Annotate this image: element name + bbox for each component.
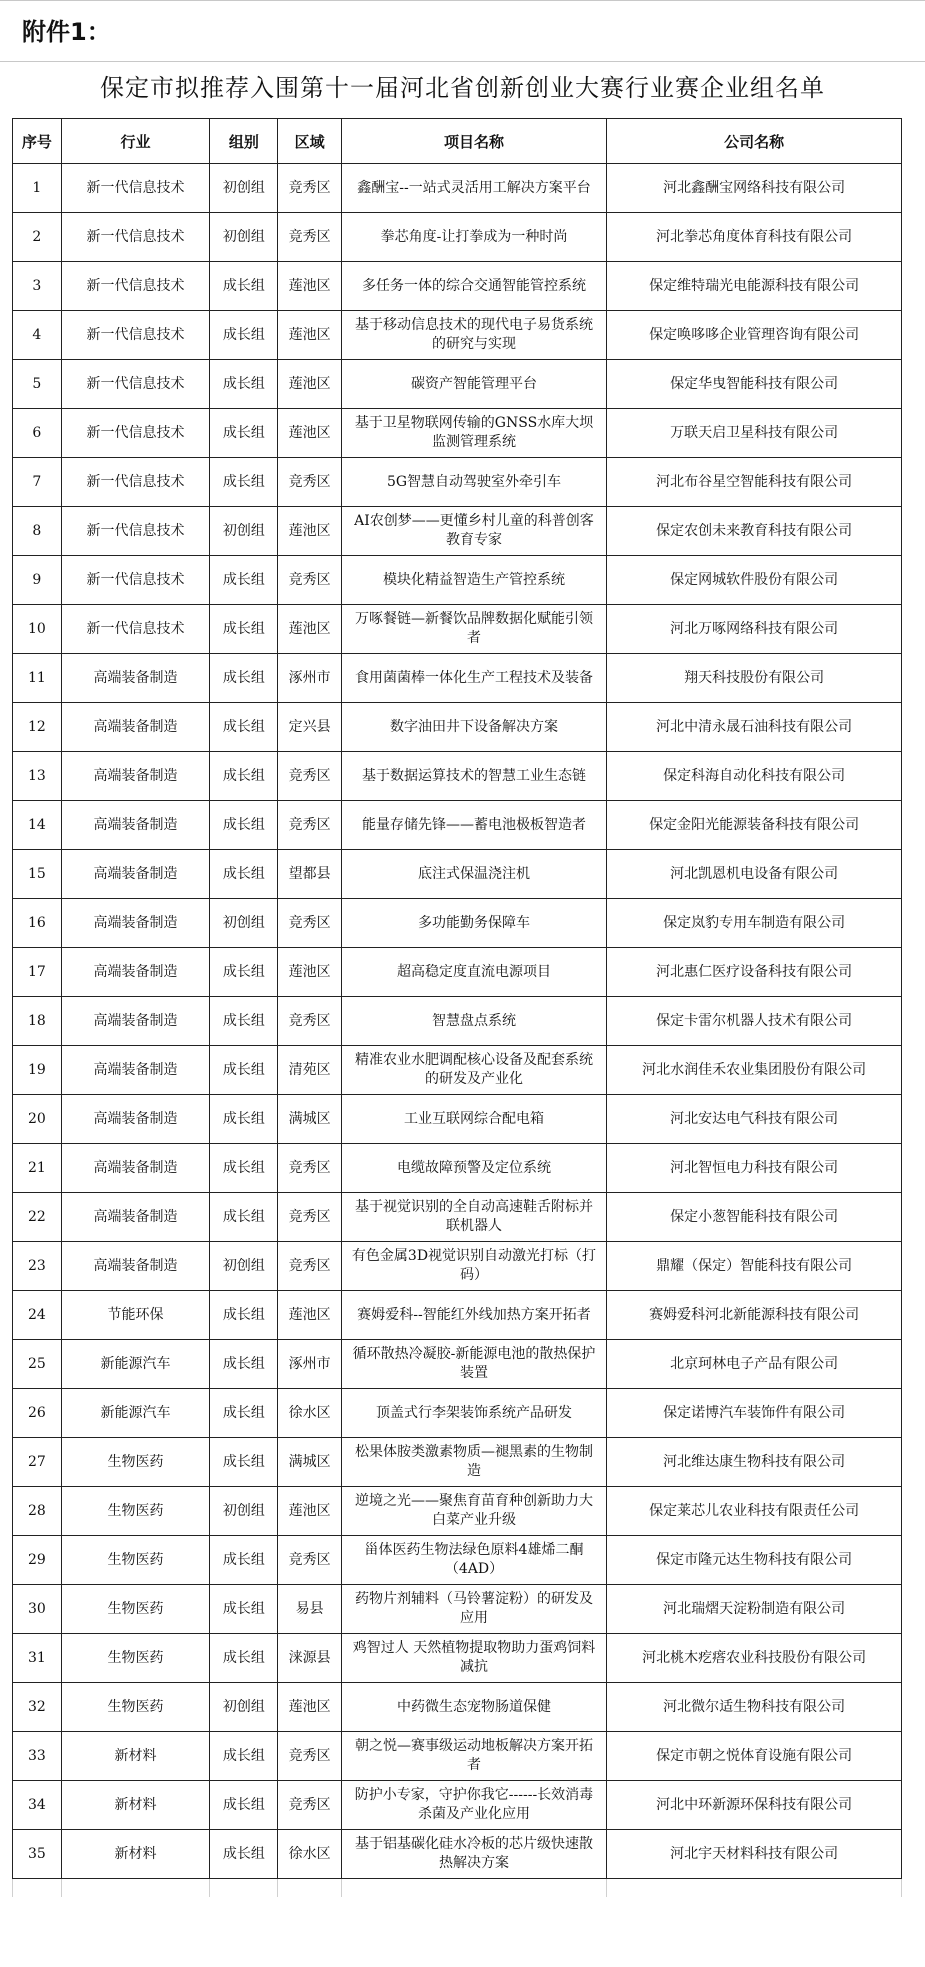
cell-company: 保定网城软件股份有限公司	[607, 556, 902, 605]
cell-group: 成长组	[210, 1830, 278, 1879]
cell-group: 初创组	[210, 164, 278, 213]
table-row	[13, 1634, 902, 1683]
cell-group: 成长组	[210, 1781, 278, 1830]
cell-project: 中药微生态宠物肠道保健	[341, 1683, 606, 1732]
header-region: 区域	[278, 119, 341, 164]
cell-no: 12	[13, 703, 62, 752]
cell-region: 莲池区	[278, 1487, 341, 1536]
cell-project: 顶盖式行李架装饰系统产品研发	[341, 1389, 606, 1438]
table-row	[13, 605, 902, 654]
cell-region: 满城区	[278, 1438, 341, 1487]
cell-company: 河北惠仁医疗设备科技有限公司	[607, 948, 902, 997]
cell-project: 基于铝基碳化硅水冷板的芯片级快速散热解决方案	[341, 1830, 606, 1879]
table-row	[13, 164, 902, 213]
cell-industry: 新能源汽车	[61, 1389, 210, 1438]
cell-group: 初创组	[210, 1242, 278, 1291]
cell-region: 莲池区	[278, 262, 341, 311]
cell-no: 3	[13, 262, 62, 311]
cell-company: 保定维特瑞光电能源科技有限公司	[607, 262, 902, 311]
cell-company: 赛姆爱科河北新能源科技有限公司	[607, 1291, 902, 1340]
cell-no: 5	[13, 360, 62, 409]
table-footer-row	[13, 1879, 902, 1898]
cell-group: 初创组	[210, 1487, 278, 1536]
cell-region: 涞源县	[278, 1634, 341, 1683]
cell-project: AI农创梦——更懂乡村儿童的科普创客教育专家	[341, 507, 606, 556]
footer-cell	[607, 1879, 902, 1898]
cell-region: 徐水区	[278, 1389, 341, 1438]
table-row	[13, 850, 902, 899]
cell-company: 河北凯恩机电设备有限公司	[607, 850, 902, 899]
cell-group: 成长组	[210, 703, 278, 752]
document-title: 保定市拟推荐入围第十一届河北省创新创业大赛行业赛企业组名单	[100, 74, 825, 102]
cell-company: 保定市朝之悦体育设施有限公司	[607, 1732, 902, 1781]
cell-industry: 高端装备制造	[61, 703, 210, 752]
cell-group: 初创组	[210, 899, 278, 948]
table-row	[13, 703, 902, 752]
cell-industry: 节能环保	[61, 1291, 210, 1340]
cell-industry: 高端装备制造	[61, 654, 210, 703]
cell-no: 17	[13, 948, 62, 997]
cell-region: 易县	[278, 1585, 341, 1634]
company-list-table	[12, 118, 902, 1897]
header-company: 公司名称	[607, 119, 902, 164]
cell-industry: 高端装备制造	[61, 1095, 210, 1144]
footer-cell	[210, 1879, 278, 1898]
cell-industry: 生物医药	[61, 1585, 210, 1634]
table-body	[13, 164, 902, 1898]
cell-group: 成长组	[210, 262, 278, 311]
cell-project: 防护小专家，守护你我它------长效消毒杀菌及产业化应用	[341, 1781, 606, 1830]
table-row	[13, 409, 902, 458]
cell-industry: 新材料	[61, 1781, 210, 1830]
cell-industry: 新一代信息技术	[61, 409, 210, 458]
cell-no: 1	[13, 164, 62, 213]
cell-industry: 高端装备制造	[61, 850, 210, 899]
table-row	[13, 1585, 902, 1634]
cell-project: 基于移动信息技术的现代电子易货系统的研究与实现	[341, 311, 606, 360]
cell-project: 基于视觉识别的全自动高速鞋舌附标并联机器人	[341, 1193, 606, 1242]
cell-group: 成长组	[210, 458, 278, 507]
cell-no: 35	[13, 1830, 62, 1879]
cell-project: 拳芯角度-让打拳成为一种时尚	[341, 213, 606, 262]
cell-no: 10	[13, 605, 62, 654]
cell-group: 成长组	[210, 1193, 278, 1242]
cell-no: 19	[13, 1046, 62, 1095]
cell-region: 清苑区	[278, 1046, 341, 1095]
cell-project: 基于数据运算技术的智慧工业生态链	[341, 752, 606, 801]
table-row	[13, 752, 902, 801]
cell-no: 32	[13, 1683, 62, 1732]
cell-no: 4	[13, 311, 62, 360]
cell-region: 莲池区	[278, 1291, 341, 1340]
cell-company: 河北维达康生物科技有限公司	[607, 1438, 902, 1487]
cell-project: 能量存储先锋——蓄电池极板智造者	[341, 801, 606, 850]
cell-industry: 新一代信息技术	[61, 164, 210, 213]
cell-region: 竞秀区	[278, 1781, 341, 1830]
cell-industry: 生物医药	[61, 1683, 210, 1732]
table-row	[13, 556, 902, 605]
cell-project: 模块化精益智造生产管控系统	[341, 556, 606, 605]
cell-region: 望都县	[278, 850, 341, 899]
cell-company: 河北智恒电力科技有限公司	[607, 1144, 902, 1193]
cell-region: 莲池区	[278, 507, 341, 556]
cell-group: 成长组	[210, 1046, 278, 1095]
cell-region: 竞秀区	[278, 752, 341, 801]
attachment-label: 附件1：	[0, 0, 925, 62]
cell-group: 成长组	[210, 311, 278, 360]
cell-no: 25	[13, 1340, 62, 1389]
cell-project: 碳资产智能管理平台	[341, 360, 606, 409]
cell-project: 万啄餐链—新餐饮品牌数据化赋能引领者	[341, 605, 606, 654]
cell-project: 数字油田井下设备解决方案	[341, 703, 606, 752]
table-row	[13, 654, 902, 703]
cell-project: 底注式保温浇注机	[341, 850, 606, 899]
cell-company: 保定市隆元达生物科技有限公司	[607, 1536, 902, 1585]
cell-project: 多功能勤务保障车	[341, 899, 606, 948]
header-group: 组别	[210, 119, 278, 164]
cell-region: 莲池区	[278, 360, 341, 409]
table-row	[13, 1046, 902, 1095]
table-row	[13, 1732, 902, 1781]
cell-company: 河北微尔适生物科技有限公司	[607, 1683, 902, 1732]
cell-industry: 新一代信息技术	[61, 458, 210, 507]
cell-company: 保定科海自动化科技有限公司	[607, 752, 902, 801]
cell-region: 竞秀区	[278, 213, 341, 262]
cell-industry: 新一代信息技术	[61, 311, 210, 360]
table-row	[13, 213, 902, 262]
footer-cell	[341, 1879, 606, 1898]
cell-no: 34	[13, 1781, 62, 1830]
cell-group: 成长组	[210, 1732, 278, 1781]
table-row	[13, 997, 902, 1046]
cell-no: 15	[13, 850, 62, 899]
cell-region: 竞秀区	[278, 1144, 341, 1193]
cell-project: 松果体胺类激素物质—褪黑素的生物制造	[341, 1438, 606, 1487]
footer-cell	[61, 1879, 210, 1898]
cell-project: 电缆故障预警及定位系统	[341, 1144, 606, 1193]
cell-no: 26	[13, 1389, 62, 1438]
cell-company: 保定小葱智能科技有限公司	[607, 1193, 902, 1242]
cell-industry: 高端装备制造	[61, 948, 210, 997]
table-row	[13, 458, 902, 507]
cell-no: 11	[13, 654, 62, 703]
header-industry: 行业	[61, 119, 210, 164]
cell-project: 5G智慧自动驾驶室外牵引车	[341, 458, 606, 507]
table-row	[13, 311, 902, 360]
cell-region: 竞秀区	[278, 1242, 341, 1291]
cell-company: 翔天科技股份有限公司	[607, 654, 902, 703]
table-row	[13, 1487, 902, 1536]
table-row	[13, 507, 902, 556]
cell-no: 27	[13, 1438, 62, 1487]
header-no: 序号	[13, 119, 62, 164]
cell-region: 涿州市	[278, 1340, 341, 1389]
cell-region: 徐水区	[278, 1830, 341, 1879]
cell-group: 初创组	[210, 507, 278, 556]
table-row	[13, 1095, 902, 1144]
cell-region: 竞秀区	[278, 1536, 341, 1585]
cell-group: 成长组	[210, 1536, 278, 1585]
cell-region: 莲池区	[278, 605, 341, 654]
cell-group: 成长组	[210, 948, 278, 997]
cell-group: 成长组	[210, 850, 278, 899]
table-row	[13, 262, 902, 311]
table-row	[13, 1340, 902, 1389]
cell-group: 成长组	[210, 1144, 278, 1193]
cell-group: 成长组	[210, 1291, 278, 1340]
cell-no: 28	[13, 1487, 62, 1536]
cell-industry: 高端装备制造	[61, 752, 210, 801]
cell-project: 有色金属3D视觉识别自动激光打标（打码）	[341, 1242, 606, 1291]
cell-company: 保定莱芯儿农业科技有限责任公司	[607, 1487, 902, 1536]
cell-industry: 生物医药	[61, 1438, 210, 1487]
cell-industry: 新一代信息技术	[61, 605, 210, 654]
cell-project: 朝之悦—赛事级运动地板解决方案开拓者	[341, 1732, 606, 1781]
cell-no: 13	[13, 752, 62, 801]
cell-industry: 新一代信息技术	[61, 213, 210, 262]
cell-company: 河北拳芯角度体育科技有限公司	[607, 213, 902, 262]
cell-group: 成长组	[210, 1095, 278, 1144]
cell-no: 30	[13, 1585, 62, 1634]
cell-company: 河北中清永晟石油科技有限公司	[607, 703, 902, 752]
cell-company: 保定卡雷尔机器人技术有限公司	[607, 997, 902, 1046]
cell-no: 29	[13, 1536, 62, 1585]
cell-company: 河北桃木疙瘩农业科技股份有限公司	[607, 1634, 902, 1683]
cell-group: 成长组	[210, 409, 278, 458]
cell-no: 18	[13, 997, 62, 1046]
cell-group: 成长组	[210, 1634, 278, 1683]
header-project: 项目名称	[341, 119, 606, 164]
cell-industry: 高端装备制造	[61, 1193, 210, 1242]
cell-group: 成长组	[210, 801, 278, 850]
cell-company: 保定金阳光能源装备科技有限公司	[607, 801, 902, 850]
cell-group: 成长组	[210, 654, 278, 703]
table-row	[13, 1389, 902, 1438]
cell-region: 竞秀区	[278, 458, 341, 507]
cell-project: 甾体医药生物法绿色原料4雄烯二酮（4AD）	[341, 1536, 606, 1585]
cell-group: 成长组	[210, 752, 278, 801]
cell-no: 23	[13, 1242, 62, 1291]
cell-company: 河北布谷星空智能科技有限公司	[607, 458, 902, 507]
cell-company: 保定诺博汽车装饰件有限公司	[607, 1389, 902, 1438]
cell-industry: 新一代信息技术	[61, 360, 210, 409]
table-row	[13, 801, 902, 850]
cell-region: 莲池区	[278, 948, 341, 997]
footer-cell	[278, 1879, 341, 1898]
cell-company: 万联天启卫星科技有限公司	[607, 409, 902, 458]
cell-no: 22	[13, 1193, 62, 1242]
table-row	[13, 1536, 902, 1585]
cell-no: 31	[13, 1634, 62, 1683]
table-row	[13, 948, 902, 997]
cell-company: 北京珂林电子产品有限公司	[607, 1340, 902, 1389]
cell-no: 20	[13, 1095, 62, 1144]
cell-industry: 新材料	[61, 1732, 210, 1781]
cell-project: 食用菌菌棒一体化生产工程技术及装备	[341, 654, 606, 703]
cell-project: 鸡智过人 天然植物提取物助力蛋鸡饲料减抗	[341, 1634, 606, 1683]
cell-company: 河北安达电气科技有限公司	[607, 1095, 902, 1144]
cell-company: 河北水润佳禾农业集团股份有限公司	[607, 1046, 902, 1095]
table-row	[13, 899, 902, 948]
cell-industry: 新能源汽车	[61, 1340, 210, 1389]
cell-region: 涿州市	[278, 654, 341, 703]
cell-no: 21	[13, 1144, 62, 1193]
table-row	[13, 1683, 902, 1732]
cell-industry: 高端装备制造	[61, 899, 210, 948]
cell-region: 竞秀区	[278, 556, 341, 605]
cell-company: 保定华曳智能科技有限公司	[607, 360, 902, 409]
table-row	[13, 1781, 902, 1830]
cell-industry: 高端装备制造	[61, 997, 210, 1046]
cell-industry: 高端装备制造	[61, 1046, 210, 1095]
cell-group: 成长组	[210, 556, 278, 605]
cell-industry: 高端装备制造	[61, 801, 210, 850]
cell-project: 循环散热冷凝胶-新能源电池的散热保护装置	[341, 1340, 606, 1389]
cell-company: 保定农创未来教育科技有限公司	[607, 507, 902, 556]
cell-company: 河北宇天材料科技有限公司	[607, 1830, 902, 1879]
cell-no: 7	[13, 458, 62, 507]
cell-region: 竞秀区	[278, 801, 341, 850]
cell-company: 保定岚豹专用车制造有限公司	[607, 899, 902, 948]
cell-project: 超高稳定度直流电源项目	[341, 948, 606, 997]
cell-company: 保定唤哆哆企业管理咨询有限公司	[607, 311, 902, 360]
table-row	[13, 1438, 902, 1487]
cell-group: 成长组	[210, 1389, 278, 1438]
cell-group: 成长组	[210, 1585, 278, 1634]
cell-region: 竞秀区	[278, 997, 341, 1046]
cell-project: 赛姆爱科--智能红外线加热方案开拓者	[341, 1291, 606, 1340]
cell-no: 2	[13, 213, 62, 262]
cell-company: 河北万啄网络科技有限公司	[607, 605, 902, 654]
cell-project: 基于卫星物联网传输的GNSS水库大坝监测管理系统	[341, 409, 606, 458]
cell-project: 精准农业水肥调配核心设备及配套系统的研发及产业化	[341, 1046, 606, 1095]
cell-region: 满城区	[278, 1095, 341, 1144]
cell-industry: 生物医药	[61, 1536, 210, 1585]
cell-group: 初创组	[210, 1683, 278, 1732]
cell-region: 竞秀区	[278, 164, 341, 213]
table-row	[13, 1242, 902, 1291]
cell-industry: 生物医药	[61, 1487, 210, 1536]
cell-company: 河北鑫酬宝网络科技有限公司	[607, 164, 902, 213]
cell-industry: 新一代信息技术	[61, 262, 210, 311]
cell-project: 工业互联网综合配电箱	[341, 1095, 606, 1144]
cell-project: 逆境之光——聚焦育苗育种创新助力大白菜产业升级	[341, 1487, 606, 1536]
cell-region: 莲池区	[278, 1683, 341, 1732]
table-row	[13, 360, 902, 409]
cell-industry: 生物医药	[61, 1634, 210, 1683]
cell-region: 莲池区	[278, 311, 341, 360]
cell-no: 9	[13, 556, 62, 605]
cell-project: 智慧盘点系统	[341, 997, 606, 1046]
table-row	[13, 1830, 902, 1879]
table-row	[13, 1193, 902, 1242]
cell-group: 成长组	[210, 1438, 278, 1487]
cell-region: 竞秀区	[278, 1732, 341, 1781]
footer-cell	[13, 1879, 62, 1898]
cell-group: 初创组	[210, 213, 278, 262]
cell-region: 竞秀区	[278, 899, 341, 948]
cell-no: 24	[13, 1291, 62, 1340]
cell-industry: 高端装备制造	[61, 1242, 210, 1291]
cell-no: 33	[13, 1732, 62, 1781]
cell-company: 河北中环新源环保科技有限公司	[607, 1781, 902, 1830]
cell-industry: 新一代信息技术	[61, 507, 210, 556]
cell-group: 成长组	[210, 997, 278, 1046]
cell-no: 14	[13, 801, 62, 850]
cell-region: 莲池区	[278, 409, 341, 458]
cell-no: 6	[13, 409, 62, 458]
cell-region: 定兴县	[278, 703, 341, 752]
cell-company: 鼎耀（保定）智能科技有限公司	[607, 1242, 902, 1291]
cell-group: 成长组	[210, 360, 278, 409]
cell-no: 8	[13, 507, 62, 556]
table-row	[13, 1291, 902, 1340]
table-row	[13, 1144, 902, 1193]
cell-industry: 新一代信息技术	[61, 556, 210, 605]
cell-no: 16	[13, 899, 62, 948]
cell-group: 成长组	[210, 1340, 278, 1389]
cell-group: 成长组	[210, 605, 278, 654]
cell-company: 河北瑞熠天淀粉制造有限公司	[607, 1585, 902, 1634]
cell-region: 竞秀区	[278, 1193, 341, 1242]
cell-industry: 高端装备制造	[61, 1144, 210, 1193]
cell-project: 鑫酬宝--一站式灵活用工解决方案平台	[341, 164, 606, 213]
cell-project: 药物片剂辅料（马铃薯淀粉）的研发及应用	[341, 1585, 606, 1634]
table-header-row	[13, 119, 902, 164]
cell-project: 多任务一体的综合交通智能管控系统	[341, 262, 606, 311]
cell-industry: 新材料	[61, 1830, 210, 1879]
